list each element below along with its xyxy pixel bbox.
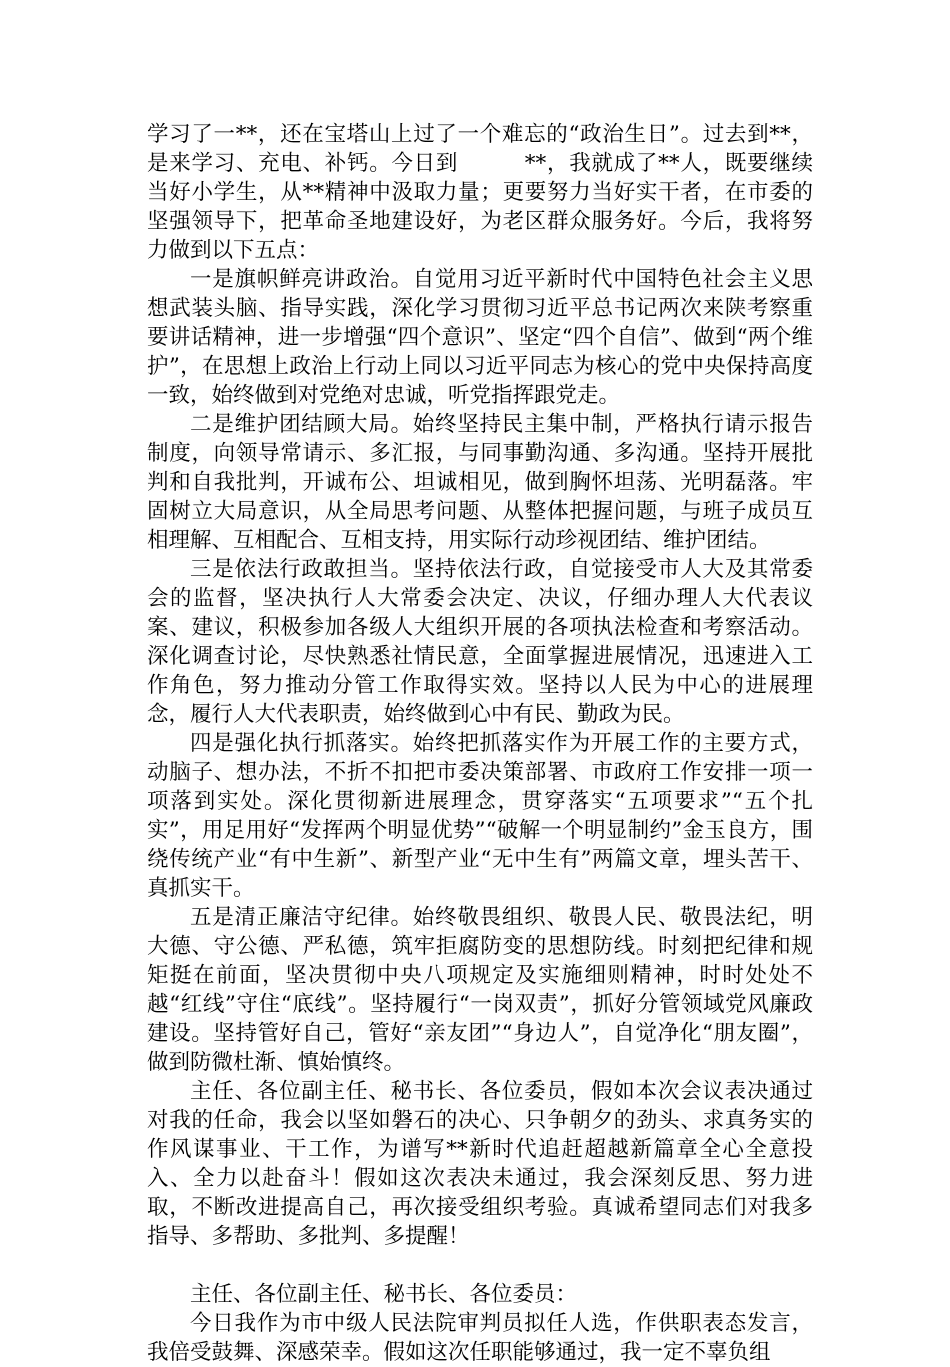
section-gap bbox=[147, 1251, 813, 1280]
document-body bbox=[147, 120, 813, 1367]
paragraph-salutation: 主任、各位副主任、秘书长、各位委员： bbox=[190, 1282, 578, 1307]
paragraph-point-3: 三是依法行政敢担当。坚持依法行政，自觉接受市人大及其常委会的监督，坚决执行人大常委会决定、决议，仔细办理人大代表议案、建议，积极参加各级人大组织开展的各项执法检查和考察活动。深化调查讨论，尽快熟悉社情民意，全面掌握进展情况，迅速进入工作角色，努力推动分管工作取得实效。坚持以人民为中心的进展理念，履行人大代表职责，始终做到心中有民、勤政为民。 bbox=[147, 557, 813, 727]
paragraph-point-5: 五是清正廉洁守纪律。始终敬畏组织、敬畏人民、敬畏法纪，明大德、守公德、严私德，筑牢拒腐防变的思想防线。时刻把纪律和规矩挺在前面，坚决贯彻中央八项规定及实施细则精神，时时处处不越“红线”守住“底线”。坚持履行“一岗双责”，抓好分管领域党风廉政建设。坚持管好自己，管好“亲友团”“身边人”，自觉净化“朋友圈”，做到防微杜渐、慎始慎终。 bbox=[147, 905, 813, 1075]
paragraph-point-4: 四是强化执行抓落实。始终把抓落实作为开展工作的主要方式，动脑子、想办法，不折不扣把市委决策部署、市政府工作安排一项一项落到实处。深化贯彻新进展理念，贯穿落实“五项要求”“五个扎实”，用足用好“发挥两个明显优势”“破解一个明显制约”金玉良方，围绕传统产业“有中生新”、新型产业“无中生有”两篇文章，埋头苦干、真抓实干。 bbox=[147, 731, 813, 901]
paragraph-closing: 主任、各位副主任、秘书长、各位委员，假如本次会议表决通过对我的任命，我会以坚如磐石的决心、只争朝夕的劲头、求真务实的作风谋事业、干工作，为谱写**新时代追赶超越新篇章全心全意投入、全力以赴奋斗！假如这次表决未通过，我会深刻反思、努力进取，不断改进提高自己，再次接受组织考验。真诚希望同志们对我多指导、多帮助、多批判、多提醒！ bbox=[147, 1079, 813, 1249]
paragraph-point-2: 二是维护团结顾大局。始终坚持民主集中制，严格执行请示报告制度，向领导常请示、多汇报，与同事勤沟通、多沟通。坚持开展批判和自我批判，开诚布公、坦诚相见，做到胸怀坦荡、光明磊落。牢固树立大局意识，从全局思考问题、从整体把握问题，与班子成员互相理解、互相配合、互相支持，用实际行动珍视团结、维护团结。 bbox=[147, 412, 813, 553]
paragraph-point-1: 一是旗帜鲜亮讲政治。自觉用习近平新时代中国特色社会主义思想武装头脑、指导实践，深化学习贯彻习近平总书记两次来陕考察重要讲话精神，进一步增强“四个意识”、坚定“四个自信”、做到“两个维护”，在思想上政治上行动上同以习近平同志为核心的党中央保持高度一致，始终做到对党绝对忠诚，听党指挥跟党走。 bbox=[147, 267, 813, 408]
paragraph-second-speech-opening: 今日我作为市中级人民法院审判员拟任人选，作供职表态发言，我倍受鼓舞、深感荣幸。假如这次任职能够通过，我一定不辜负组 bbox=[147, 1311, 813, 1365]
paragraph-continuation: 学习了一**，还在宝塔山上过了一个难忘的“政治生日”。过去到**，是来学习、充电、补钙。今日到 **，我就成了**人，既要继续当好小学生，从**精神中汲取力量；更要努力当好实干者，在市委的坚强领导下，把革命圣地建设好，为老区群众服务好。今后，我将努力做到以下五点： bbox=[147, 122, 813, 263]
